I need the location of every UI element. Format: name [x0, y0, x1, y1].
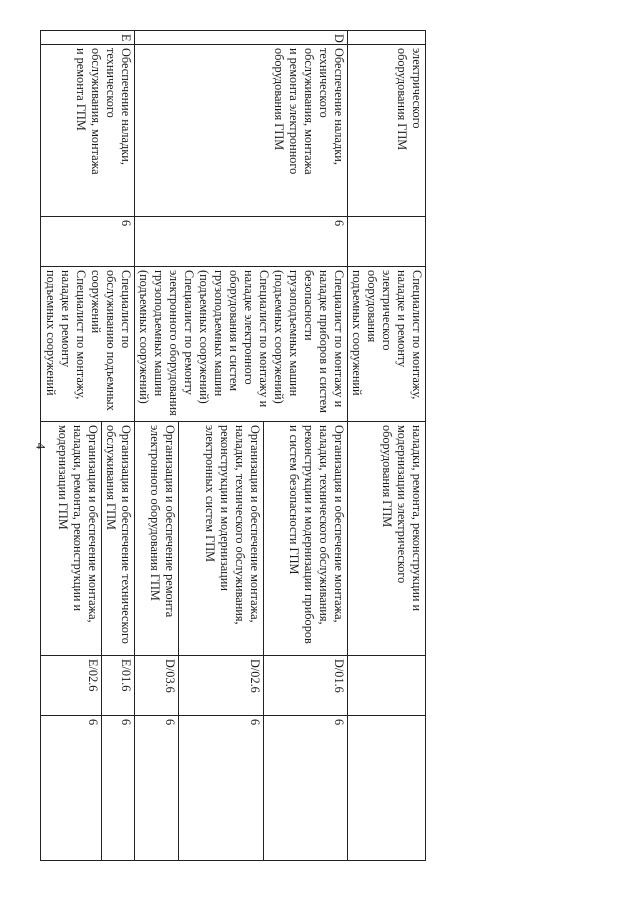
- function-code-cell: [348, 656, 426, 716]
- function-code-cell: E/01.6: [102, 656, 135, 716]
- function-cell: электрического оборудования ГПМ: [348, 45, 426, 217]
- table-row: [102, 31, 135, 861]
- functions-table: [40, 30, 426, 861]
- group-code-cell: E: [41, 31, 135, 45]
- group-function-cell: Обеспечение наладки, технического обслуживания, монтажа и ремонта ГПМ: [41, 45, 135, 217]
- function-code-cell: E/02.6: [41, 656, 102, 716]
- rotated-table-wrapper: [44, 30, 426, 860]
- function-code-cell: D/01.6: [263, 656, 347, 716]
- group-level-cell: 6: [135, 217, 348, 267]
- labor-function-cell: Организация и обеспечение технического обслуживания ГПМ: [102, 422, 135, 656]
- function-level-cell: [348, 716, 426, 861]
- labor-function-cell: Организация и обеспечение ремонта электронного оборудования ГПМ: [135, 422, 179, 656]
- group-code-cell: D: [135, 31, 348, 45]
- labor-function-cell: Организация и обеспечение монтажа, наладки, технического обслуживания, реконструкции и модернизации приборов и систем безопасности ГПМ: [263, 422, 347, 656]
- labor-function-cell: Организация и обеспечение монтажа, наладки, ремонта, реконструкции и модернизации ГПМ: [41, 422, 102, 656]
- function-code-cell: D/03.6: [135, 656, 179, 716]
- table-row: [263, 31, 347, 861]
- group-profession-cell: Специалист по обслуживанию подъемных сооружений Специалист по монтажу, наладке и ремонту подъемных сооружений: [41, 267, 135, 422]
- labor-function-cell: наладки, ремонта, реконструкции и модернизации электрического оборудования ГПМ: [348, 422, 426, 656]
- function-level-cell: 6: [102, 716, 135, 861]
- group-profession-cell: Специалист по монтажу и наладке приборов и систем безопасности грузоподъемных машин (подъемных сооружений) Специалист по монтажу и наладке электронного оборудования и систем грузоподъемных машин (подъемных сооружений) Специалист по ремонту электронного оборудования грузоподъемных машин (подъемных сооружений): [135, 267, 348, 422]
- function-level-cell: 6: [179, 716, 263, 861]
- profession-cell: Специалист по монтажу, наладке и ремонту электрического оборудования подъемных сооружений: [348, 267, 426, 422]
- table-row: [348, 31, 426, 861]
- labor-function-cell: Организация и обеспечение монтажа, наладки, технического обслуживания, реконструкции и модернизации электронных систем ГПМ: [179, 422, 263, 656]
- function-level-cell: 6: [41, 716, 102, 861]
- code-cell: [348, 31, 426, 45]
- group-function-cell: Обеспечение наладки, технического обслуживания, монтажа и ремонта электронного оборудования ГПМ: [135, 45, 348, 217]
- group-level-cell: 6: [41, 217, 135, 267]
- function-level-cell: 6: [135, 716, 179, 861]
- function-level-cell: 6: [263, 716, 347, 861]
- page-number: 4: [33, 442, 49, 450]
- function-code-cell: D/02.6: [179, 656, 263, 716]
- level-cell: [348, 217, 426, 267]
